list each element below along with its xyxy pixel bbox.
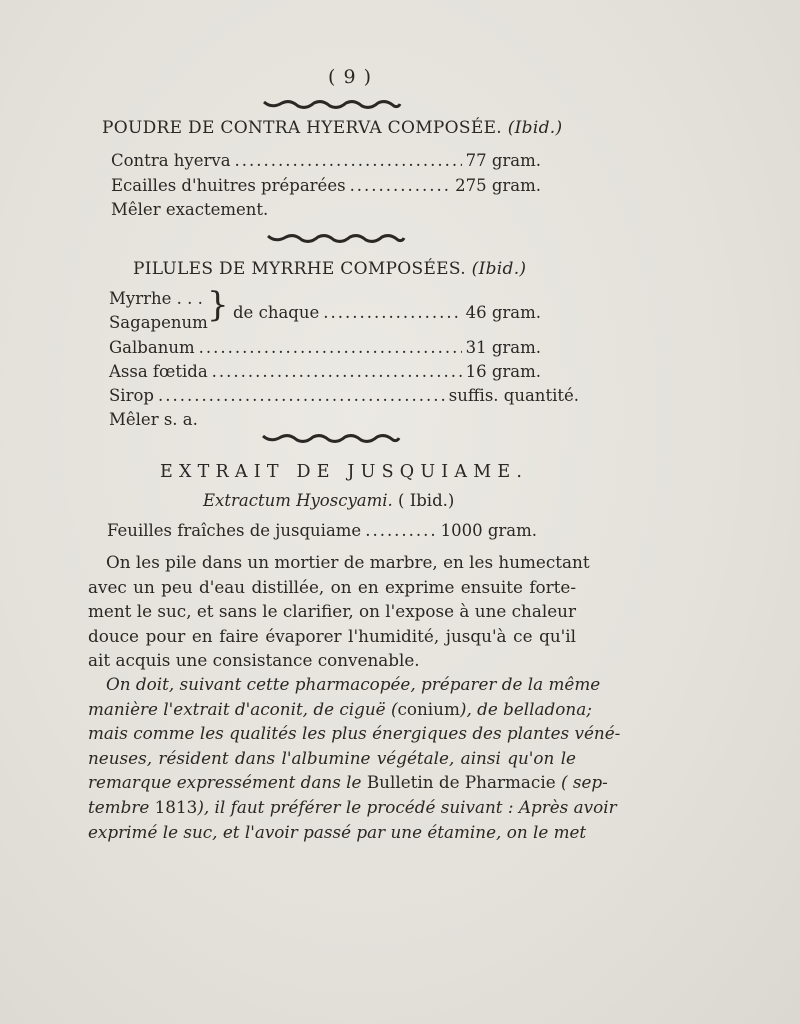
- ingredient-name: Feuilles fraîches de jusquiame: [107, 521, 362, 540]
- latin-subtitle: [203, 491, 454, 510]
- body-paragraph-2: [88, 672, 621, 844]
- brace-text: de chaque: [233, 303, 320, 322]
- preparation-note: Mêler s. a.: [109, 410, 198, 429]
- ingredient-name: Contra hyerva: [111, 151, 231, 170]
- ingredient-quantity: 275 gram.: [455, 176, 541, 195]
- text-line: On les pile dans un mortier de marbre, en les humectant: [106, 552, 590, 572]
- brace-item-sagapenum: Sagapenum: [109, 313, 208, 332]
- brace-row: [233, 303, 541, 322]
- ornament-divider-2: [266, 232, 406, 244]
- heading-title: POUDRE DE CONTRA HYERVA COMPOSÉE.: [102, 118, 502, 138]
- section-heading-poudre: [102, 118, 562, 138]
- text-line: avec un peu d'eau distillée, on en exprime ensuite forte-: [88, 576, 576, 597]
- ingredient-quantity: 46 gram.: [465, 303, 541, 322]
- text-fragment-roman: Bulletin de Pharmacie: [366, 772, 556, 793]
- page-number: ( 9 ): [328, 66, 372, 88]
- leader-dots: [199, 338, 462, 357]
- leader-dots: [158, 386, 445, 405]
- heading-source: (Ibid.): [507, 118, 563, 138]
- ingredient-row: [109, 386, 579, 405]
- text-fragment: ( sep-: [555, 772, 608, 793]
- ingredient-name: Galbanum: [109, 338, 195, 357]
- ingredient-quantity: suffis. quantité.: [448, 386, 579, 405]
- ingredient-quantity: 77 gram.: [465, 151, 541, 170]
- ingredient-name: Sirop: [109, 386, 154, 405]
- text-fragment-roman: 1813: [154, 796, 198, 817]
- ingredient-row: [109, 362, 541, 381]
- text-line: douce pour en faire évaporer l'humidité, jusqu'à ce qu'il: [88, 625, 576, 646]
- text-line: [88, 770, 608, 795]
- text-fragment: ), il faut préférer le procédé suivant : Après avoir: [197, 796, 617, 817]
- ornament-divider-3: [261, 432, 401, 444]
- leader-dots: [235, 151, 462, 170]
- text-line: exprimé le suc, et l'avoir passé par une étamine, on le met: [88, 821, 587, 842]
- ingredient-row: [107, 521, 537, 540]
- text-line: neuses, résident dans l'albumine végétale, ainsi qu'on le: [88, 747, 576, 768]
- text-line: [88, 795, 617, 820]
- brace-item-myrrhe: Myrrhe . . .: [109, 289, 203, 308]
- leader-dots: [212, 362, 462, 381]
- text-line: On doit, suivant cette pharmacopée, préparer de la même: [106, 674, 601, 694]
- heading-source: (Ibid.): [471, 259, 527, 279]
- text-line: [88, 697, 592, 722]
- text-line: ait acquis une consistance convenable.: [88, 650, 420, 671]
- brace-symbol: }: [207, 285, 229, 325]
- text-fragment-roman: conium: [397, 698, 460, 719]
- ingredient-quantity: 16 gram.: [465, 362, 541, 381]
- latin-source: ( Ibid.): [398, 491, 455, 510]
- ingredient-name: Assa fœtida: [109, 362, 208, 381]
- ingredient-row: [111, 176, 541, 195]
- leader-dots: [365, 521, 436, 540]
- body-paragraph-1: [88, 550, 590, 673]
- leader-dots: [350, 176, 452, 195]
- text-fragment: manière l'extrait d'aconit, de ciguë (: [88, 698, 398, 719]
- heading-title: PILULES DE MYRRHE COMPOSÉES.: [133, 259, 466, 279]
- ingredient-row: [111, 151, 541, 170]
- text-fragment: ), de belladona;: [459, 698, 592, 719]
- ingredient-quantity: 31 gram.: [465, 338, 541, 357]
- text-line: ment le suc, et sans le clarifier, on l'expose à une chaleur: [88, 601, 576, 622]
- ingredient-row: [109, 338, 541, 357]
- latin-name: Extractum Hyoscyami.: [203, 491, 393, 510]
- leader-dots: [323, 303, 461, 322]
- section-heading-extrait: EXTRAIT DE JUSQUIAME.: [160, 462, 529, 482]
- section-heading-pilules: [133, 259, 526, 279]
- ornament-divider-1: [262, 98, 402, 110]
- preparation-note: Mêler exactement.: [111, 200, 269, 219]
- text-fragment: tembre: [88, 796, 155, 817]
- text-fragment: remarque expressément dans le: [88, 772, 367, 793]
- ingredient-name: Ecailles d'huitres préparées: [111, 176, 346, 195]
- text-line: mais comme les qualités les plus énergiques des plantes véné-: [88, 723, 621, 744]
- ingredient-quantity: 1000 gram.: [440, 521, 537, 540]
